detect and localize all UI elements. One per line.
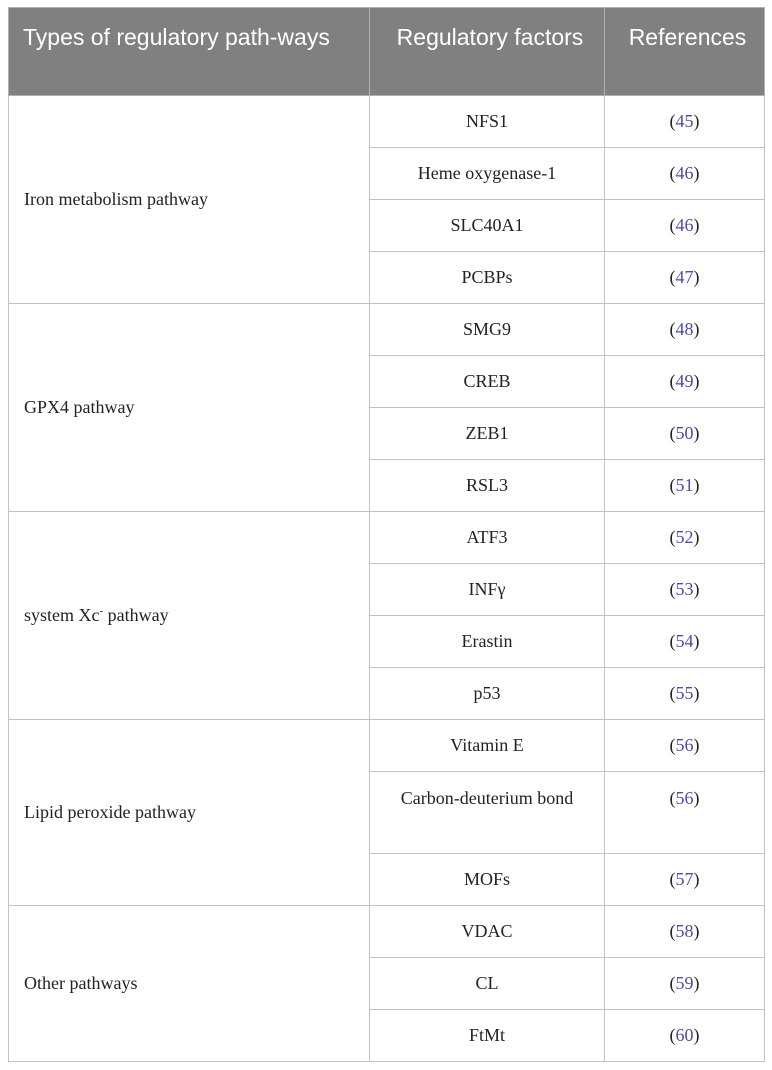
reference-cell[interactable]: (48) [605, 304, 765, 356]
factor-cell: CL [370, 958, 605, 1010]
table-row [9, 304, 765, 356]
reference-cell[interactable]: (56) [605, 720, 765, 772]
reference-link[interactable]: 55 [675, 683, 694, 703]
reference-cell[interactable]: (45) [605, 96, 765, 148]
factor-cell: PCBPs [370, 252, 605, 304]
reference-link[interactable]: 46 [675, 215, 694, 235]
factor-cell: ZEB1 [370, 408, 605, 460]
pathway-cell [9, 512, 370, 720]
reference-cell[interactable]: (46) [605, 200, 765, 252]
factor-cell: p53 [370, 668, 605, 720]
header-regulatory-factors: Regulatory factors [370, 8, 605, 96]
reference-link[interactable]: 48 [675, 319, 694, 339]
reference-link[interactable]: 51 [675, 475, 694, 495]
reference-link[interactable]: 58 [675, 921, 694, 941]
factor-cell: Carbon-deuterium bond [370, 772, 605, 854]
reference-cell[interactable]: (51) [605, 460, 765, 512]
header-pathway-types: Types of regulatory path-ways [9, 8, 370, 96]
table-row [9, 720, 765, 772]
reference-link[interactable]: 59 [675, 973, 694, 993]
factor-cell: NFS1 [370, 96, 605, 148]
reference-cell[interactable]: (49) [605, 356, 765, 408]
reference-cell[interactable]: (52) [605, 512, 765, 564]
reference-cell[interactable]: (47) [605, 252, 765, 304]
factor-cell: MOFs [370, 854, 605, 906]
reference-cell[interactable]: (50) [605, 408, 765, 460]
pathway-cell: GPX4 pathway [9, 304, 370, 512]
reference-cell[interactable]: (60) [605, 1010, 765, 1062]
pathway-name-suffix: pathway [103, 605, 169, 625]
factor-cell: RSL3 [370, 460, 605, 512]
factor-cell: FtMt [370, 1010, 605, 1062]
regulatory-pathways-table [8, 7, 765, 1062]
reference-link[interactable]: 52 [675, 527, 694, 547]
reference-cell[interactable]: (59) [605, 958, 765, 1010]
factor-cell: SLC40A1 [370, 200, 605, 252]
pathway-name-prefix: system Xc [24, 605, 100, 625]
reference-link[interactable]: 56 [675, 788, 694, 808]
factor-cell: CREB [370, 356, 605, 408]
reference-link[interactable]: 54 [675, 631, 694, 651]
reference-link[interactable]: 57 [675, 869, 694, 889]
table-row [9, 96, 765, 148]
header-references: References [605, 8, 765, 96]
pathway-cell: Lipid peroxide pathway [9, 720, 370, 906]
reference-cell[interactable]: (53) [605, 564, 765, 616]
reference-link[interactable]: 45 [675, 111, 694, 131]
reference-link[interactable]: 50 [675, 423, 694, 443]
reference-cell[interactable]: (46) [605, 148, 765, 200]
factor-cell: Erastin [370, 616, 605, 668]
reference-cell[interactable]: (54) [605, 616, 765, 668]
factor-cell: Vitamin E [370, 720, 605, 772]
factor-cell: Heme oxygenase-1 [370, 148, 605, 200]
reference-cell[interactable]: (56) [605, 772, 765, 854]
reference-link[interactable]: 47 [675, 267, 694, 287]
reference-link[interactable]: 46 [675, 163, 694, 183]
table-row [9, 906, 765, 958]
pathway-cell: Other pathways [9, 906, 370, 1062]
reference-cell[interactable]: (57) [605, 854, 765, 906]
factor-cell: ATF3 [370, 512, 605, 564]
table-header-row [9, 8, 765, 96]
reference-link[interactable]: 56 [675, 735, 694, 755]
reference-link[interactable]: 60 [675, 1025, 694, 1045]
table-row [9, 512, 765, 564]
pathway-cell: Iron metabolism pathway [9, 96, 370, 304]
pathway-name-superscript: - [99, 605, 104, 617]
factor-cell: SMG9 [370, 304, 605, 356]
reference-cell[interactable]: (55) [605, 668, 765, 720]
factor-cell: INFγ [370, 564, 605, 616]
reference-link[interactable]: 53 [675, 579, 694, 599]
reference-cell[interactable]: (58) [605, 906, 765, 958]
factor-cell: VDAC [370, 906, 605, 958]
reference-link[interactable]: 49 [675, 371, 694, 391]
